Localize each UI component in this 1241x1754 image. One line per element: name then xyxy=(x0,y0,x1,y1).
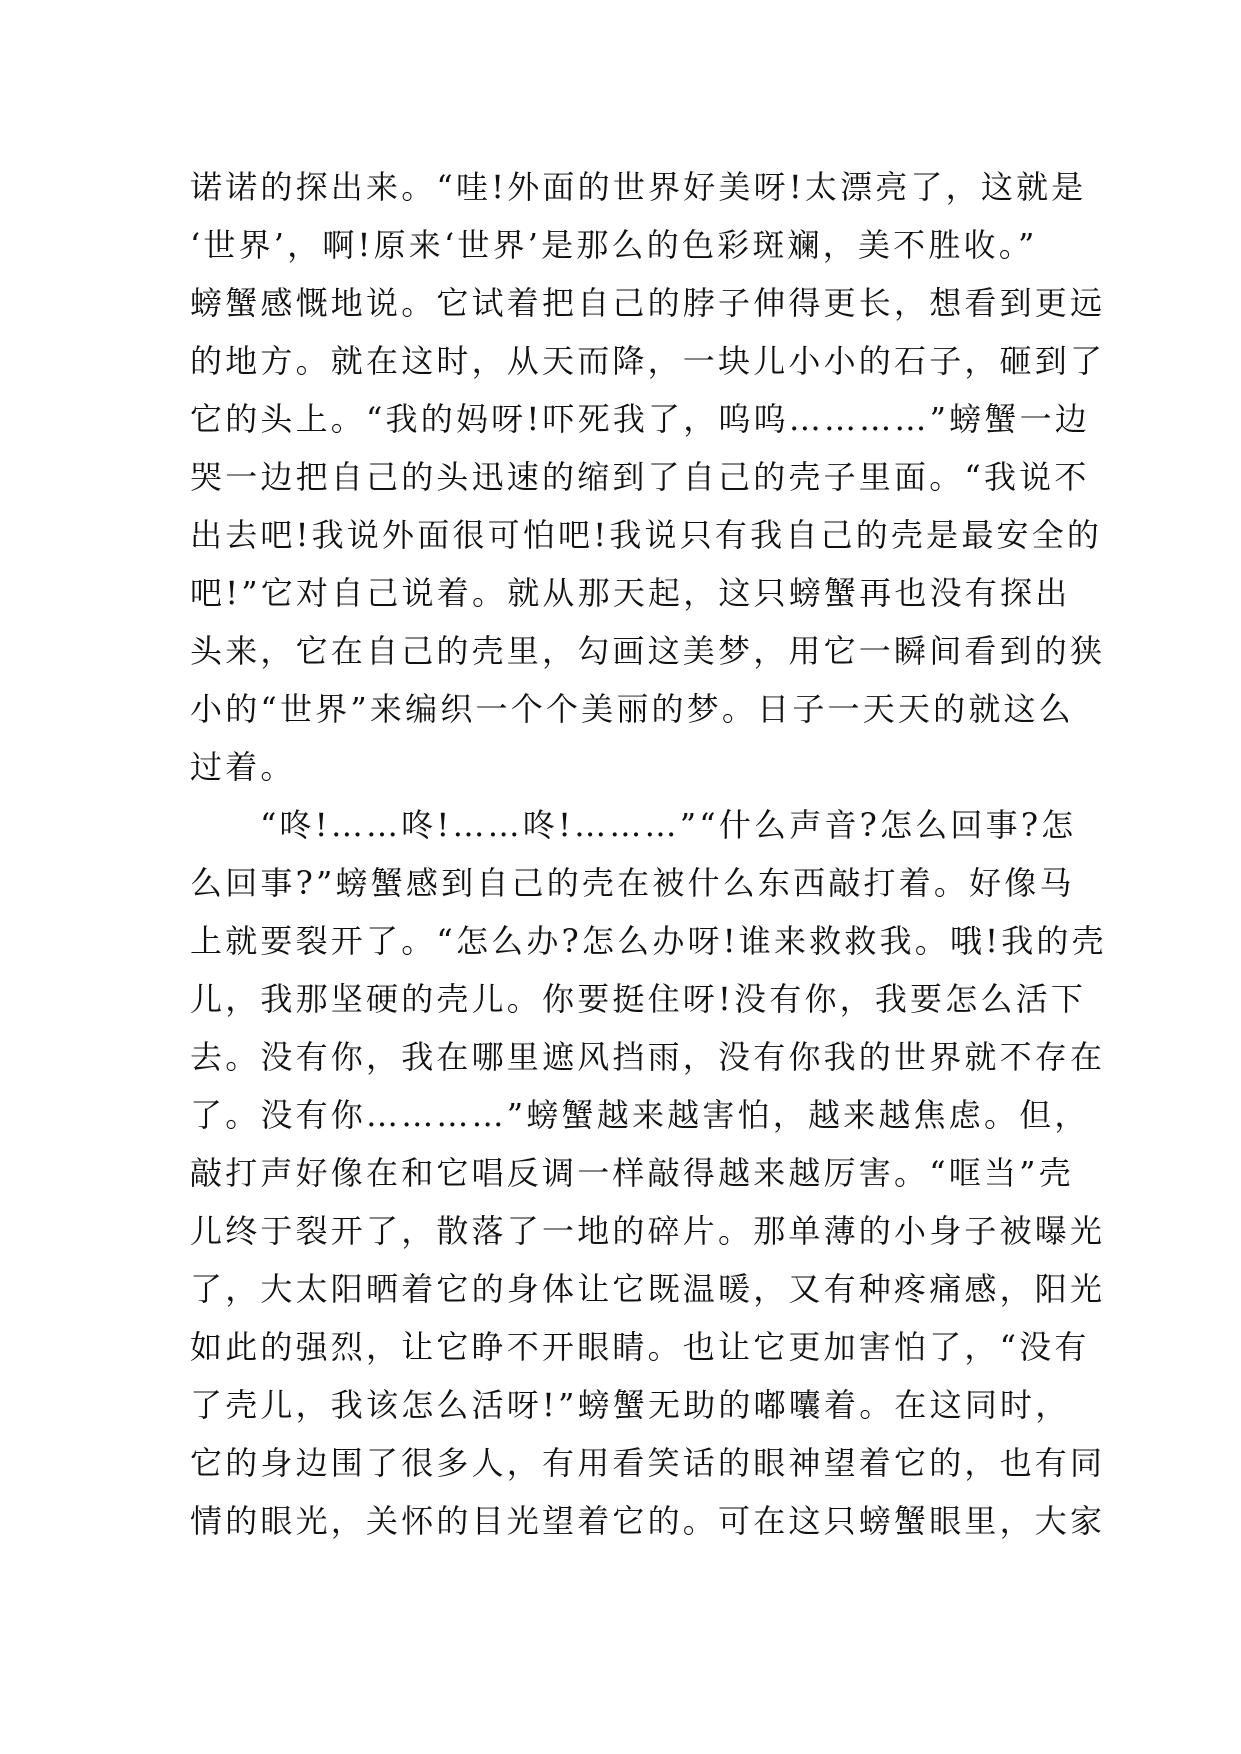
text-line: 小的“世界”来编织一个个美丽的梦。日子一天天的就这么 xyxy=(190,690,1074,728)
text-line: “咚!……咚!……咚!………”“什么声音?怎么回事?怎 xyxy=(260,806,1077,844)
text-line: 上就要裂开了。“怎么办?怎么办呀!谁来救救我。哦!我的壳 xyxy=(190,922,1107,960)
text-line: 儿，我那坚硬的壳儿。你要挺住呀!没有你，我要怎么活下 xyxy=(190,980,1087,1018)
text-line: 螃蟹感慨地说。它试着把自己的脖子伸得更长，想看到更远 xyxy=(190,284,1106,322)
paragraph-2 xyxy=(190,796,1107,1550)
document-body xyxy=(190,158,1107,1550)
text-line: 出去吧!我说外面很可怕吧!我说只有我自己的壳是最安全的 xyxy=(190,516,1103,554)
text-line: 了，大太阳晒着它的身体让它既温暖，又有种疼痛感，阳光 xyxy=(190,1270,1106,1308)
text-line: 的地方。就在这时，从天而降，一块儿小小的石子，砸到了 xyxy=(190,342,1106,380)
text-line: 哭一边把自己的头迅速的缩到了自己的壳子里面。“我说不 xyxy=(190,458,1090,496)
paragraph-1 xyxy=(190,158,1106,796)
text-line: 诺诺的探出来。“哇!外面的世界好美呀!太漂亮了，这就是 xyxy=(190,168,1087,206)
text-line: 头来，它在自己的壳里，勾画这美梦，用它一瞬间看到的狭 xyxy=(190,632,1106,670)
text-line: 如此的强烈，让它睁不开眼睛。也让它更加害怕了，“没有 xyxy=(190,1328,1090,1366)
text-line: 了壳儿，我该怎么活呀!”螃蟹无助的嘟囔着。在这同时， xyxy=(190,1386,1071,1424)
text-line: 去。没有你，我在哪里遮风挡雨，没有你我的世界就不存在 xyxy=(190,1038,1106,1076)
text-line: 么回事?”螃蟹感到自己的壳在被什么东西敲打着。好像马 xyxy=(190,864,1075,902)
text-line: 它的头上。“我的妈呀!吓死我了，呜呜…………”螃蟹一边 xyxy=(190,400,1090,438)
text-line: 吧!”它对自己说着。就从那天起，这只螃蟹再也没有探出 xyxy=(190,574,1071,612)
text-line: 过着。 xyxy=(190,748,296,786)
text-line: 敲打声好像在和它唱反调一样敲得越来越厉害。“哐当”壳 xyxy=(190,1154,1074,1192)
text-line: 儿终于裂开了，散落了一地的碎片。那单薄的小身子被曝光 xyxy=(190,1212,1106,1250)
text-line: ‘世界’，啊!原来‘世界’是那么的色彩斑斓，美不胜收。” xyxy=(190,226,1038,264)
text-line: 情的眼光，关怀的目光望着它的。可在这只螃蟹眼里，大家 xyxy=(190,1502,1106,1540)
text-line: 了。没有你…………”螃蟹越来越害怕，越来越焦虑。但， xyxy=(190,1096,1090,1134)
text-line: 它的身边围了很多人，有用看笑话的眼神望着它的，也有同 xyxy=(190,1444,1106,1482)
